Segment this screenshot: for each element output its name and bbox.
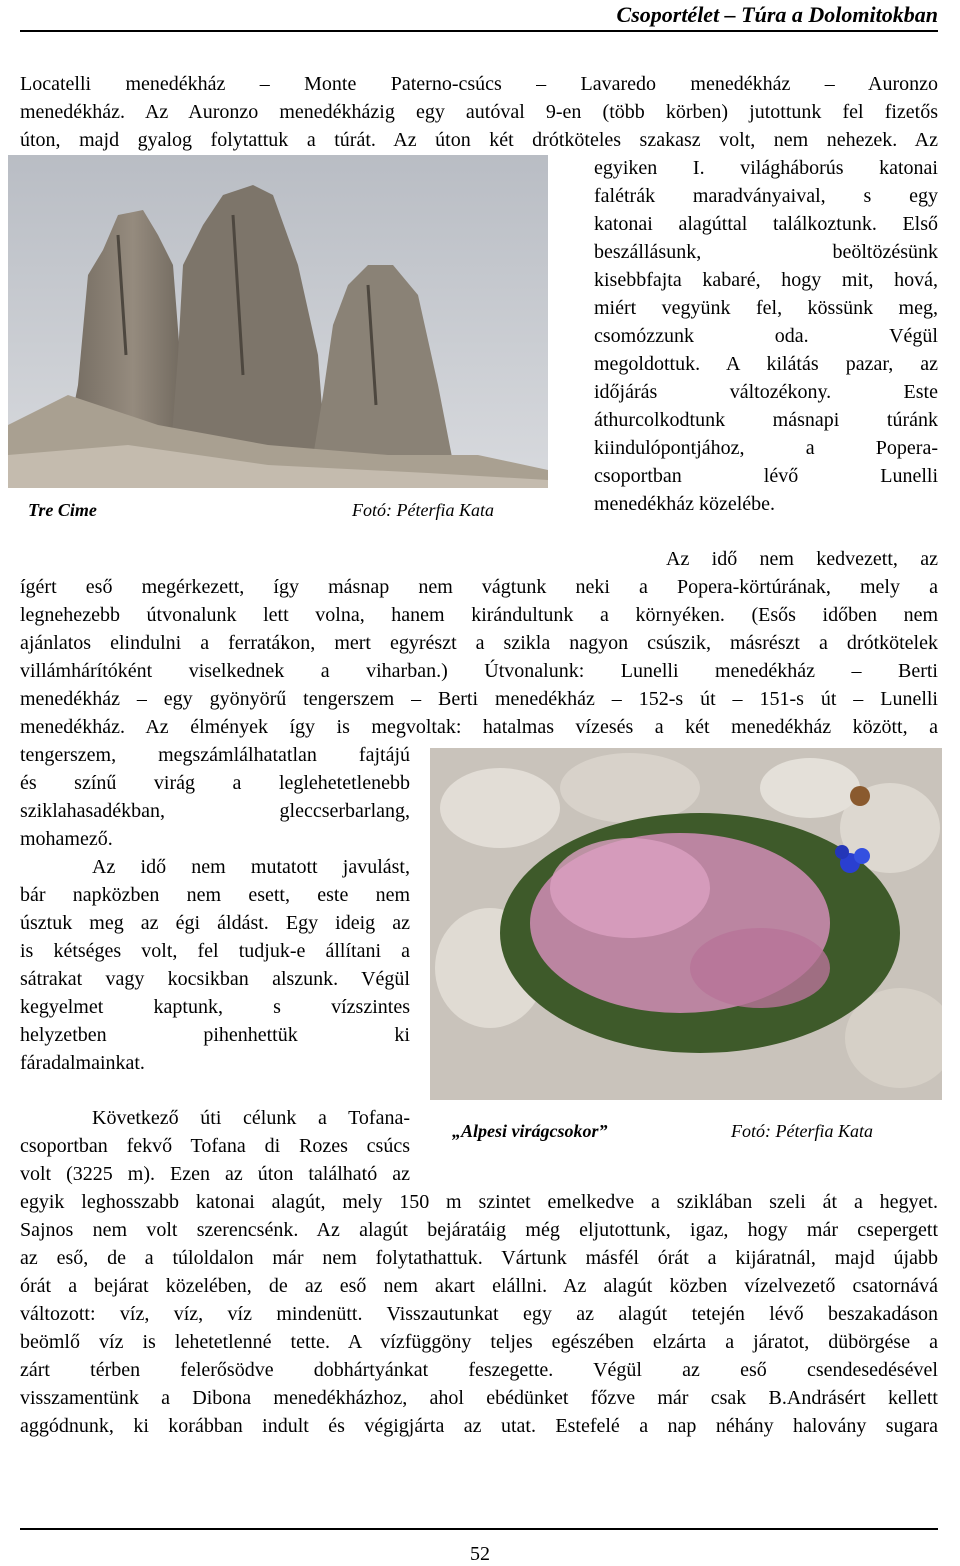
final-line: órát a bejárat közelében, de az eső nem akart elállni. Az alagút közben vízelvezető csatornává: [20, 1275, 938, 1297]
right-col-line: időjárás változékony. Este: [594, 381, 938, 403]
left-col-line: sziklahasadékban, gleccserbarlang,: [20, 800, 410, 822]
left-col-line: mohamező.: [20, 828, 113, 850]
page-header: [20, 0, 938, 32]
right-col-line: miért vegyünk fel, kössünk meg,: [594, 297, 938, 319]
right-col-line: menedékház közelébe.: [594, 493, 776, 515]
left-col-line: Az idő nem mutatott javulást,: [92, 856, 410, 878]
intro-line: úton, majd gyalog folytattuk a túrát. Az úton két drótköteles szakasz volt, nem nehezek. Az: [20, 129, 938, 151]
right-col-line: csoportban lévő Lunelli: [594, 465, 938, 487]
gentian-flower: [854, 848, 870, 864]
page-number: 52: [470, 1543, 490, 1565]
right-col-line: falétrák maradványaival, s egy: [594, 185, 938, 207]
left-lower-line: csoportban fekvő Tofana di Rozes csúcs: [20, 1135, 410, 1157]
left-lower-line: volt (3225 m). Ezen az úton található az: [20, 1163, 410, 1185]
left-col-line: tengerszem, megszámlálhatatlan fajtájú: [20, 744, 410, 766]
mid-line: ajánlatos elindulni a ferratákon, mert egyrészt a szikla nagyon csúszik, másrészt a drótkötelek: [20, 632, 938, 654]
tre-cime-photo: [8, 155, 548, 488]
mid-line: menedékház – egy gyönyörű tengerszem – Berti menedékház – 152-s út – 151-s út – Lunelli: [20, 688, 938, 710]
right-col-line: áthurcolkodtunk másnapi túránk: [594, 409, 938, 431]
final-line: Sajnos nem volt szerencsénk. Az alagút bejáratáig még eljutottunk, igaz, hogy már csepergett: [20, 1219, 938, 1241]
right-col-line: katonai alagúttal találkoztunk. Első: [594, 213, 938, 235]
left-col-line: fáradalmainkat.: [20, 1052, 145, 1074]
photo2-title: „Alpesi virágcsokor”: [452, 1121, 608, 1141]
final-line: változott: víz, víz, víz mindenütt. Visszautunkat egy az alagút tetején lévő beszakadáson: [20, 1303, 938, 1325]
final-line: az eső, de a túloldalon már nem folytathattuk. Vártunk másfél órát a kijáratnál, majd újabb: [20, 1247, 938, 1269]
intro-line: Locatelli menedékház – Monte Paterno-csúcs – Lavaredo menedékház – Auronzo: [20, 73, 938, 95]
final-line: egyik leghosszabb katonai alagút, mely 150 m szintet emelkedve a sziklában szeli át a hegyet.: [20, 1191, 938, 1213]
right-col-line: beszállásunk, beöltözésünk: [594, 241, 938, 263]
brown-pebble: [850, 786, 870, 806]
pink-flower-highlight: [550, 838, 710, 938]
final-line: aggódnunk, ki korábban indult és végigjárta az utat. Estefelé a nap néhány halovány sugara: [20, 1415, 938, 1437]
photo1-credit: Fotó: Péterfia Kata: [352, 500, 494, 520]
final-line: beömlő víz is lehetetlenné tette. A vízfüggöny teljes egészében elzárta a járatot, dübörgése a: [20, 1331, 938, 1353]
mid-line: villámhárítóként viselkednek a viharban.) Útvonalunk: Lunelli menedékház – Berti: [20, 660, 938, 682]
mid-first-line: Az idő nem kedvezett, az: [666, 548, 938, 570]
intro-line: menedékház. Az Auronzo menedékházig egy autóval 9-en (több körben) jutottunk fel fizetős: [20, 101, 938, 123]
running-title: Csoportélet – Túra a Dolomitokban: [616, 2, 938, 27]
photo2-credit: Fotó: Péterfia Kata: [731, 1121, 873, 1141]
left-col-line: és színű virág a leglehetetlenebb: [20, 772, 410, 794]
left-col-line: helyzetben pihenhettük ki: [20, 1024, 410, 1046]
final-line: visszamentünk a Dibona menedékházhoz, ahol ebédünket főzve már csak B.Andrásért kellett: [20, 1387, 938, 1409]
stone: [440, 768, 560, 848]
mountain-illustration: [8, 155, 548, 488]
mid-line: menedékház. Az élmények így is megvoltak: hatalmas vízesés a két menedékház között, a: [20, 716, 938, 738]
left-col-line: is kétséges volt, fel tudjuk-e állítani a: [20, 940, 410, 962]
pink-flower-shadow: [690, 928, 830, 1008]
left-col-line: úsztuk meg az égi áldást. Egy ideig az: [20, 912, 410, 934]
right-col-line: csomózzunk oda. Végül: [594, 325, 938, 347]
mid-line: legnehezebb útvonalunk lett volna, hanem kirándultunk a környéken. (Esős időben nem: [20, 604, 938, 626]
left-lower-line: Következő úti célunk a Tofana-: [92, 1107, 410, 1129]
stone: [760, 758, 860, 818]
left-col-line: sátrakat vagy kocsikban alszunk. Végül: [20, 968, 410, 990]
photo1-title: Tre Cime: [28, 500, 97, 520]
left-col-line: kegyelmet kaptunk, s vízszintes: [20, 996, 410, 1018]
left-col-line: bár napközben nem esett, este nem: [20, 884, 410, 906]
right-col-line: kisebbfajta kabaré, hogy mit, hová,: [594, 269, 938, 291]
footer-rule: [20, 1528, 938, 1530]
right-col-line: kiindulópontjához, a Popera-: [594, 437, 938, 459]
mid-line: ígért eső megérkezett, így másnap nem vágtunk neki a Popera-körtúrának, mely a: [20, 576, 938, 598]
gentian-flower: [835, 845, 849, 859]
flowers-illustration: [430, 748, 942, 1100]
right-col-line: egyiken I. világháborús katonai: [594, 157, 938, 179]
alpine-flowers-photo: [430, 748, 942, 1100]
right-col-line: megoldottuk. A kilátás pazar, az: [594, 353, 938, 375]
final-line: zárt térben felerősödve dobhártyánkat feszegette. Végül az eső csendesedésével: [20, 1359, 938, 1381]
stone: [560, 753, 700, 823]
